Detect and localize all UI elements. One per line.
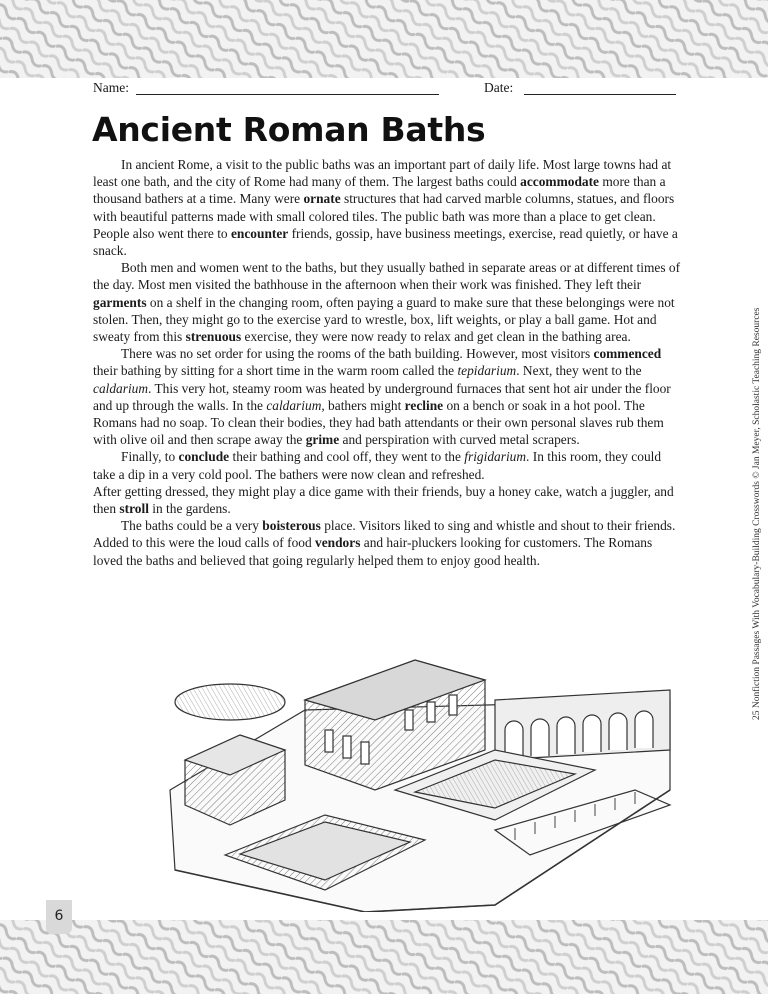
text-run: and hair-pluckers looking for customers. The Romans loved the baths and believed that going regularly helped them to enjoy good health. [93,535,653,568]
copyright-credit: 25 Nonfiction Passages With Vocabulary-Building Crosswords © Jan Meyer, Scholastic Teaching Resources [752,307,762,720]
date-label: Date: [484,80,514,95]
passage-body [93,156,681,569]
room-name: caldarium [266,397,322,413]
page-number: 6 [54,908,64,924]
text-run: on a shelf in the changing room, often paying a guard to make sure that these belongings were not stolen. Then, they might go to the exercise yard to wrestle, box, lift weights, or play a ball game. Hot and sweaty from this [93,294,675,345]
page-number-tab [46,900,72,934]
text-run: In ancient Rome, a visit to the public baths was an important part of daily life. Most large towns had at least one bath, and the city of Rome had many of them. The largest baths could [93,157,672,190]
text-run: After getting dressed, they might play a dice game with their friends, buy a honey cake, watch a juggler, and then [93,483,674,517]
text-run: structures that had carved marble columns, statues, and floors with beautiful patterns made with small colored tiles. The public bath was more than a place to get clean. People also went there to [93,191,675,241]
text-run: place. Visitors liked to sing and whistle and shout to their friends. Added to this were the loud calls of food [93,518,676,551]
passage-paragraph [93,156,681,259]
page-title: Ancient Roman Baths [92,110,486,149]
text-run: The baths could be a very [121,518,263,534]
vocabulary-word: boisterous [262,518,321,534]
date-blank-line[interactable] [524,94,676,95]
name-blank-line[interactable] [136,94,439,95]
vocabulary-word: stroll [119,501,149,517]
vocabulary-word: ornate [303,191,341,207]
text-run: . In this room, they could take a dip in a very cold pool. The bathers were now clean and refreshed. [93,449,662,482]
decorative-bottom-band [0,920,768,994]
vocabulary-word: recline [404,397,444,413]
vocabulary-word: conclude [178,449,230,465]
decorative-top-band [0,0,768,78]
vocabulary-word: encounter [230,225,289,241]
roman-baths-illustration [165,640,675,912]
text-run: more than a thousand bathers at a time. Many were [93,174,666,207]
name-date-header [93,80,678,102]
text-run: . This very hot, steamy room was heated by underground furnaces that sent hot air under the floor and up through the walls. In the [93,380,671,413]
vocabulary-word: strenuous [185,329,242,345]
room-name: tepidarium [457,363,517,379]
room-name: caldarium [93,380,149,396]
vocabulary-word: garments [93,294,147,310]
text-run: exercise, they were now ready to relax and get clean in the bathing area. [241,329,631,345]
name-label: Name: [93,80,129,95]
text-run: Both men and women went to the baths, but they usually bathed in separate areas or at different times of the day. Most men visited the bathhouse in the afternoon when their work was finished. They left their [93,260,681,293]
vocabulary-word: accommodate [520,174,599,190]
vocabulary-word: commenced [593,346,662,362]
vocabulary-word: grime [305,432,340,448]
passage-paragraph [93,448,681,482]
text-run: , bathers might [321,397,405,413]
text-run: their bathing and cool off, they went to the [229,449,465,465]
text-run: There was no set order for using the rooms of the bath building. However, most visitors [121,346,594,362]
passage-paragraph [93,483,681,517]
text-run: friends, gossip, have business meetings, exercise, read quietly, or have a snack. [93,225,678,259]
passage-paragraph [93,259,681,345]
passage-paragraph [93,517,681,569]
text-run: on a bench or soak in a hot pool. The Romans had no soap. To clean their bodies, they had bath attendants or their own personal slaves rub them with olive oil and then scrape away the [93,397,664,448]
passage-paragraph [93,345,681,448]
text-run: their bathing by sitting for a short time in the warm room called the [93,363,458,379]
text-run: . Next, they went to the [516,363,642,379]
room-name: frigidarium [464,449,527,465]
text-run: and perspiration with curved metal scrapers. [339,432,580,448]
text-run: in the gardens. [148,501,231,517]
vocabulary-word: vendors [315,535,361,551]
text-run: Finally, to [121,449,179,465]
